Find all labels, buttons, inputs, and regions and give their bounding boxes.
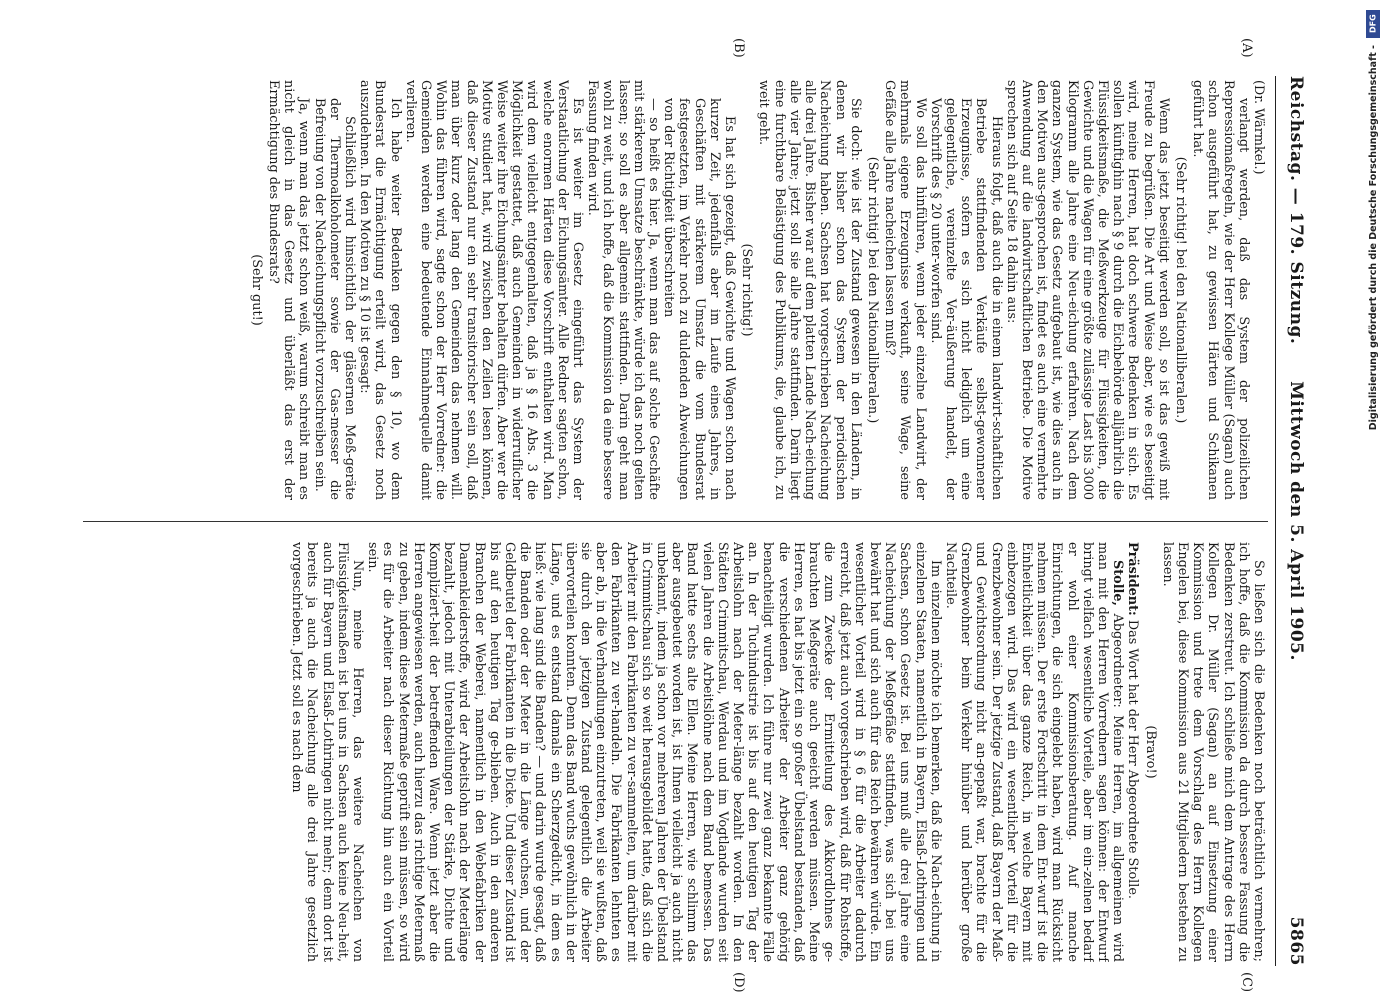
paragraph: Wenn das jetzt beseitigt werden soll, so ist das gewiß mit Freude zu begrüßen. Die Art und Weise aber, wie es beseitigt wird, meine Herren, hat doch schwere Bedenken in sich. Es sollen künftighin nach § 9 durch die Eichbehörde alljährlich die Flüssigkeitsmaße, die Meßwerkzeuge für Flüssigkeiten, die Gewichte und die Wagen für eine größte zulässige Last bis 3000 Kilogramm alle Jahre eine Neu-eichung erfahren. Nach dem ganzen System, wie das Gesetz aufgebaut ist, wie dies auch in den Motiven aus-gesprochen ist, findet es auch eine vermehrte Anwendung auf die landwirtschaftlichen Betriebe. Die Motive sprechen sich auf Seite 18 dahin aus:: [1003, 80, 1171, 500]
column-divider: [83, 521, 1268, 522]
interjection: (Sehr richtig!): [739, 243, 755, 337]
paragraph: Wo soll das hinführen, wenn jeder einzelne Landwirt, der mehrmals eigene Erzeugnisse verkauft, seine Wage, seine Gefäße alle Jahre nacheichen lassen muß?: [882, 80, 928, 500]
right-column: [86, 542, 1266, 962]
interjection: (Bravo!): [1142, 725, 1158, 779]
interjection: (Sehr richtig! bei den Nationalliberalen.): [1172, 156, 1188, 424]
rotated-page: [66, 38, 1316, 993]
paragraph: Nun, meine Herren, das weitere Nacheichen von Flüssigkeitsmaßen ist bei uns in Sachsen auch keine Neu-heit, auch für Bayern und Elsaß-Lothringen nicht mehr; denn dort ist bereits ja auch die Nacheichung alle drei Jahre gesetzlich vorgeschrieben. Jetzt soll es nach dem: [289, 542, 366, 962]
quotation: Schließlich wird hinsichtlich der gläsernen Meß-geräte der Thermoalkoholometer sowie der Gas-messer die Befreiung von der Nacheichungspflicht vorzuschreiben sein.: [311, 98, 358, 500]
president-line: [1125, 542, 1140, 962]
stolle-text: Abgeordneter: Meine Herren, im allgemeinen wird man mit den Herren Vorrednern sagen können: der Entwurf bringt vielfach wesentliche Vorteile, aber im ein-zelnen bedarf er wohl einer Kommissionsberatung. Auf manche Einrichtungen, die sich eingelebt haben, wird man Rücksicht nehmen müssen. Der erste Fortschritt in dem Ent-wurf ist die Einheitlichkeit über das ganze Reich, in welche Bayern mit einbezogen wird. Das wird ein wesentlicher Vorteil für die Grenzbewohner sein. Der jetzige Zustand, daß Bayern der Maß- und Gewichtsordnung nicht an-gepaßt war, brachte für die Grenzbewohner beim Verkehr hinüber und herüber große Nachteile.: [942, 542, 1126, 962]
running-head-date: Mittwoch den 5. April 1905.: [1286, 381, 1306, 661]
president-label: Präsident:: [1125, 542, 1141, 616]
margin-marker-d: (D): [731, 972, 746, 993]
paragraph: — so heißt es hier. Ja, wenn man das auf solche Geschäfte mit stärkerem Umsatze beschränkte, würde ich das noch gelten lassen; so soll es aber allgemein stattfinden. Darin geht man wohl zu weit, und ich hoffe, daß die Kommission da eine bessere Fassung finden wird.: [585, 80, 662, 500]
margin-marker-c: (C): [1239, 972, 1254, 993]
quotation: Hieraus folgt, daß auch die in einem landwirt-schaftlichen Betriebe stattfindenden Verkäufe selbst-gewonnener Erzeugnisse, sofern es sich nicht lediglich um eine gelegentliche, vereinzelte Ver-äußerung handelt, der Vorschrift des § 20 unter-worfen sind.: [927, 98, 1004, 500]
running-head: [1276, 76, 1306, 966]
president-text: Das Wort hat der Herr Abgeordnete Stolle.: [1125, 619, 1141, 900]
stolle-label: Stolle,: [1110, 560, 1126, 607]
paragraph: verlangt werden, daß das System der polizeilichen Repressiomaßregeln, wie der Herr Kollege Müller (Sagan) auch schon ausgeführt hat, zu gewissen Härten und Schikanen geführt hat.: [1190, 80, 1251, 500]
paragraph: Im einzelnen möchte ich bemerken, daß die Nach-eichung in einzelnen Staaten, namentlich in Bayern, Elsaß-Lothringen und Sachsen, schon Gesetz ist. Bei uns muß alle drei Jahre eine Nacheichung der Meßgefäße stattfinden, was sich bei uns bewährt hat und sich auch für das Reich bewähren würde. Ein wesentlicher Vorteil wird in § 6 für die Arbeiter dadurch erreicht, daß jetzt auch vorgeschrieben wird, daß für Rohstoffe, die zum Zwecke der Ermittelung des Akkordlohnes ge-brauchten Meßgeräte auch geeicht werden müssen. Meine Herren, es hat bis jetzt ein so großer Übelstand bestanden, daß die verschiedenen Arbeiter der Arbeiter ganz gehörig benachteiligt wurden. Ich führe nur zwei ganz bekannte Fälle an. In der Tuchindustrie ist bis auf den heutigen Tag der Arbeitslohn nach der Meter-länge bezahlt worden. In den Städten Crimmitschau, Werdau und im Vogtlande wurden seit vielen Jahren die Arbeitslöhne nach dem Band bemessen. Das Band hatte sechs alte Ellen. Meine Herren, wie schlimm das aber ausgebeutet worden ist, ist Ihnen vielleicht ja auch nicht unbekannt, indem ja schon vor mehreren Jahren der Übelstand in Crimmitschau sich so weit herausgebildet hatte, daß sich die Arbeiter mit den Fabrikanten zu ver-sammelten, um darüber mit den Fabrikanten zu ver-handeln. Die Fabrikanten lehnten es aber ab, in die Verhandlungen einzutreten, weil sie wußten, daß sie durch den jetzigen Zustand gelegentlich die Arbeiter übervorteilen konnten. Denn das Band wuchs gewöhnlich in der Länge, und es entstand damals ein Scherzgedicht, in dem es hieß: wie lang sind die Banden? — und darin wurde gesagt, daß die Banden oder der Meter in die Länge wuchsen, und der Geldbeutel der Fabrikanten in die Dicke. Und dieser Zustand ist bis auf den heutigen Tag ge-blieben. Auch in den anderen Branchen der Weberei, namentlich in den Webefabriken der Damenkleiderstoffe, wird der Arbeitslohn nach der Meterlänge bezahlt, jedoch mit Unterabteilungen der Stärke, Dichte und Kompliziert-heit der betreffenden Ware. Wenn jetzt aber die Herren angewiesen werden, auch hierzu das richtige Metermaß zu geben, indem diese Metermaße geprüft sein müssen, so wird es für die Arbeiter nach dieser Richtung hin auch ein Vorteil sein.: [365, 542, 943, 962]
left-column: [86, 80, 1266, 500]
quotation: Es hat sich gezeigt, daß Gewichte und Wagen schon nach kurzer Zeit, jedenfalls aber im Laufe eines Jahres, in Geschäften mit stärkerem Umsatz die vom Bundesrat festgesetzten, im Verkehr noch zu duldenden Abweichungen von der Richtigkeit überschreiten: [661, 98, 738, 500]
paragraph: Sie doch: wie ist der Zustand gewesen in den Ländern, in denen wir bisher schon das System der periodischen Nacheichung haben. Sachsen hat vorgeschrieben Nacheichung alle drei Jahre. Bisher war auf dem platten Lande Nach-eichung alle vier Jahre; jetzt soll sie alle Jahre stattfinden. Darin liegt eine furchtbare Belästigung des Publikums, die, glaube ich, zu weit geht.: [756, 80, 863, 500]
header-rule: [1275, 76, 1276, 966]
digitization-note: Digitalisierung gefördert durch die Deutsche Forschungsgemeinschaft -: [1368, 45, 1379, 431]
running-head-left: Reichstag. — 179. Sitzung.: [1286, 76, 1306, 345]
interjection: (Sehr gut!): [248, 254, 264, 326]
margin-marker-a: (A): [1239, 38, 1254, 58]
speaker-label: (Dr. Wärmkel.): [1251, 80, 1266, 175]
paragraph: Ich habe weiter Bedenken gegen den § 10, wo dem Bundesrat die Ermächtigung erteilt wird, das Gesetz noch auszudehnen. In den Motiven zu § 10 ist gesagt:: [357, 80, 403, 500]
page-number: 5865: [1286, 916, 1306, 966]
paragraph: Es ist weiter im Gesetz eingeführt das System der Verstaatlichung der Eichungsämter. Alle Redner sagten schon, welche enormen Härten diese Vorschrift enthalten wird. Man wird dem vielleicht entgegenhalten, daß ja § 16 Abs. 3 die Möglichkeit gestattet, daß auch Gemeinden in widerruflicher Weise weiter ihre Eichungsämter behalten dürfen. Aber wer die Motive studiert hat, wird zwischen den Zeilen lesen können, daß dieser Zustand nur ein sehr transitorischer sein soll, daß man über kurz oder lang den Gemeinden das nehmen will. Wohin das führen wird, sagte schon der Herr Vorredner: die Gemeinden werden eine bedeutende Einnahmequelle damit verlieren.: [402, 80, 586, 500]
margin-marker-b: (B): [731, 38, 746, 58]
stolle-speech: [943, 542, 1125, 962]
paragraph: So ließen sich die Bedenken noch beträchtlich vermehren; ich hoffe, daß die Kommission da durch bessere Fassung die Bedenken zerstreut. Ich schließe mich dem Antrage des Herrn Kollegen Dr. Müller (Sagan) an auf Einsetzung einer Kommission und trete dem Vorschlag des Herrn Kollegen Engelen bei, diese Kommission aus 21 Mitgliedern bestehen zu lassen.: [1159, 542, 1266, 962]
dfg-logo: DFG: [1366, 10, 1380, 38]
paragraph: Ja, wenn man das jetzt schon weiß, warum schreibt man es nicht gleich in das Gesetz und überläßt das erst der Ermächtigung des Bundesrats?: [266, 80, 312, 500]
interjection: (Sehr richtig! bei den Nationalliberalen.): [864, 156, 880, 424]
